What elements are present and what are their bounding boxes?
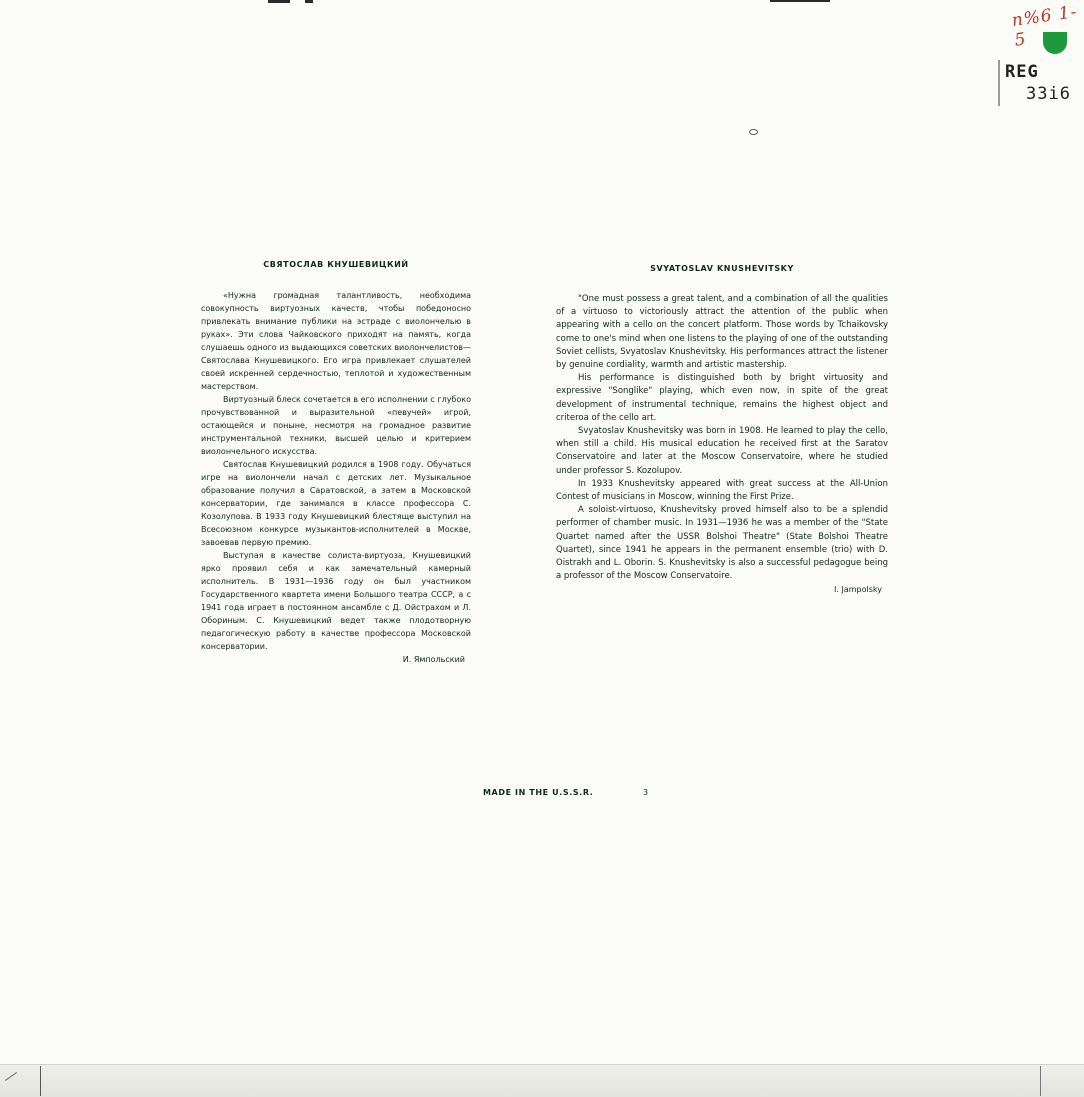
english-paragraph: In 1933 Knushevitsky appeared with great success at the All-Union Contest of musicians in Moscow, winning the First Prize. [556, 478, 888, 503]
english-paragraph: "One must possess a great talent, and a combination of all the qualities of a virtuoso to victoriously attract the attention of the public when appearing with a cello on the concert platform. Those words by Tchaikovsky come to one's mind when one listens to the playing of one of the outstanding Soviet cellists, Svyatoslav Knushevitsky. His performances attract the listener by genuine cordiality, warmth and artistic mastership. [556, 294, 888, 371]
print-mark [770, 0, 830, 2]
russian-signature: И. Ямпольский [402, 655, 465, 664]
print-mark [305, 0, 313, 3]
russian-paragraph: Святослав Кнушевицкий родился в 1908 году. Обучаться игре на виолончели начал с детских лет. Музыкальное образование получил в Саратовской, а затем в Московской консерватории, где занимался в классе профессора С. Козолупова. В 1933 году Кнушевицкий блестяще выступил на Всесоюзном конкурсе музыкантов-исполнителей в Москве, завоевав первую премию. [201, 460, 471, 547]
english-paragraph: His performance is distinguished both by bright virtuosity and expressive "Songlike" playing, which even now, in spite of the great development of instrumental technique, remains the highest object and criteroa of the cello art. [556, 373, 888, 423]
print-mark [268, 0, 290, 3]
speck [749, 129, 758, 135]
english-paragraph: A soloist-virtuoso, Knushevitsky proved himself also to be a splendid performer of chamber music. In 1931—1936 he was a member of the "State Quartet named after the USSR Bolshoi Theatre" (State Bolshoi Theatre Quartet), since 1941 he appears in the permanent ensemble (trio) with D. Oistrakh and L. Oborin. S. Knushevitsky is also a successful pedagogue being a professor of the Moscow Conservatoire. [556, 505, 888, 582]
edge-mark [40, 1066, 41, 1096]
russian-notes [201, 258, 471, 666]
english-notes [556, 262, 888, 596]
made-in-label: MADE IN THE U.S.S.R. [483, 788, 594, 797]
stamp-number: 33i6 [1026, 84, 1071, 104]
green-sticker [1043, 32, 1067, 54]
english-signature: I. Jampolsky [834, 585, 882, 595]
page-number: 3 [643, 788, 649, 797]
handwritten-note: п%6 1-5 [1010, 1, 1079, 51]
stamp-code: REG [1005, 62, 1039, 82]
english-title: SVYATOSLAV KNUSHEVITSKY [650, 264, 794, 273]
english-paragraph: Svyatoslav Knushevitsky was born in 1908. He learned to play the cello, when still a child. His musical education he received first at the Saratov Conservatoire and later at the Moscow Conservatoire, where he studied under professor S. Kozolupov. [556, 426, 888, 476]
russian-paragraph: «Нужна громадная талантливость, необходима совокупность виртуозных качеств, чтобы победоносно привлекать внимание публики на эстраде с виолончелью в руках». Эти слова Чайковского приходят на память, когда слушаешь одного из выдающихся советских виолончелистов—Святослава Кнушевицкого. Его игра привлекает слушателей своей искренней сердечностью, теплотой и художественным мастерством. [201, 291, 471, 391]
russian-title: СВЯТОСЛАВ КНУШЕВИЦКИЙ [263, 260, 409, 269]
russian-paragraph: Выступая в качестве солиста-виртуоза, Кнушевицкий ярко проявил себя и как замечательный камерный исполнитель. В 1931—1936 году он был участником Государственного квартета имени Большого театра СССР, а с 1941 года играет в постоянном ансамбле с Д. Ойстрахом и Л. Обориным. С. Кнушевицкий ведет также плодотворную педагогическую работу в качестве профессора Московской консерватории. [201, 551, 471, 651]
edge-mark [1040, 1066, 1041, 1096]
sleeve-bottom-edge [0, 1064, 1084, 1097]
russian-paragraph: Виртуозный блеск сочетается в его исполнении с глубоко прочувствованной и выразительной «певучей» игрой, остающейся и поныне, несмотря на громадное развитие инструментальной техники, высшей целью и критерием виолончельного искусства. [201, 395, 471, 456]
